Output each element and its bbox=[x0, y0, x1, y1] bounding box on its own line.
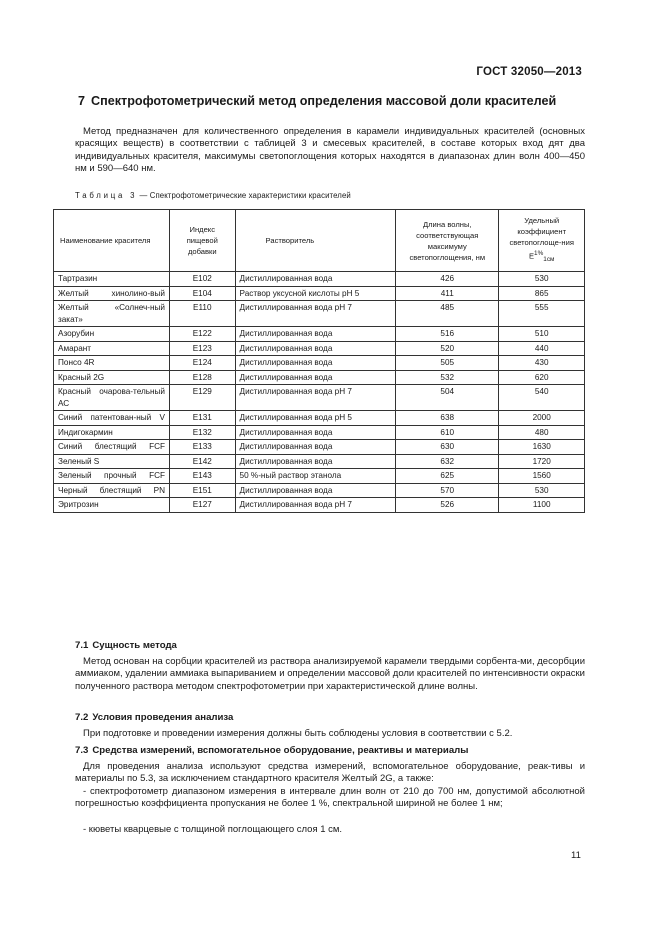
header-absorbance-sub: 1см bbox=[543, 256, 555, 264]
cell-wavelength: 630 bbox=[396, 440, 499, 455]
equipment-item-spectrophotometer: - спектрофотометр диапазоном измерения в интервале длин волн от 210 до 700 нм, допустимой абсолютной погрешностью коэффициента пропускания не более 1 %, спектральной шириной не более 1 нм; bbox=[75, 786, 585, 810]
cell-additive-code: E142 bbox=[170, 454, 236, 469]
subsection-title: Средства измерений, вспомогательное оборудование, реактивы и материалы bbox=[92, 745, 469, 756]
subsection-title: Сущность метода bbox=[92, 640, 177, 651]
cell-dye-name: Амарант bbox=[54, 341, 170, 356]
header-absorbance-text: Удельный коэффициент светопоглоще-ния E bbox=[509, 216, 574, 261]
cell-absorbance: 1720 bbox=[499, 454, 585, 469]
cell-solvent: Дистиллированная вода bbox=[235, 327, 396, 342]
cell-solvent: Дистиллированная вода bbox=[235, 272, 396, 287]
cell-solvent: Дистиллированная вода bbox=[235, 370, 396, 385]
cell-wavelength: 532 bbox=[396, 370, 499, 385]
cell-solvent: 50 %-ный раствор этанола bbox=[235, 469, 396, 484]
cell-additive-code: E123 bbox=[170, 341, 236, 356]
cell-absorbance: 555 bbox=[499, 301, 585, 327]
cell-dye-name: Синий блестящий FCF bbox=[54, 440, 170, 455]
subsection-title: Условия проведения анализа bbox=[92, 712, 234, 723]
cell-dye-name: Азорубин bbox=[54, 327, 170, 342]
table-header-row bbox=[54, 210, 585, 272]
header-additive-code: Индекс пищевой добавки bbox=[170, 210, 236, 272]
cell-solvent: Раствор уксусной кислоты pH 5 bbox=[235, 286, 396, 301]
table-row bbox=[54, 483, 585, 498]
cell-additive-code: E151 bbox=[170, 483, 236, 498]
cell-wavelength: 632 bbox=[396, 454, 499, 469]
subsection-7-1-text: Метод основан на сорбции красителей из раствора анализируемой карамели твердыми сорбента-ми, десорбции аммиаком, удалении аммиака выпариванием и определении массовой доли красителей по интенсивности окраски полученного раствора методом спектрофотометрии при характеристической длине волны. bbox=[75, 656, 585, 692]
subsection-7-3-heading bbox=[75, 745, 468, 756]
cell-absorbance: 440 bbox=[499, 341, 585, 356]
page-number: 11 bbox=[571, 850, 581, 861]
cell-dye-name: Понсо 4R bbox=[54, 356, 170, 371]
table-row bbox=[54, 385, 585, 411]
cell-solvent: Дистиллированная вода pH 7 bbox=[235, 385, 396, 411]
cell-additive-code: E122 bbox=[170, 327, 236, 342]
cell-solvent: Дистиллированная вода bbox=[235, 454, 396, 469]
cell-wavelength: 485 bbox=[396, 301, 499, 327]
cell-additive-code: E133 bbox=[170, 440, 236, 455]
cell-absorbance: 530 bbox=[499, 483, 585, 498]
cell-additive-code: E128 bbox=[170, 370, 236, 385]
cell-dye-name: Эритрозин bbox=[54, 498, 170, 513]
cell-additive-code: E110 bbox=[170, 301, 236, 327]
subsection-number: 7.3 bbox=[75, 745, 89, 756]
cell-absorbance: 865 bbox=[499, 286, 585, 301]
cell-absorbance: 2000 bbox=[499, 411, 585, 426]
cell-solvent: Дистиллированная вода pH 5 bbox=[235, 411, 396, 426]
cell-additive-code: E131 bbox=[170, 411, 236, 426]
table-row bbox=[54, 469, 585, 484]
cell-wavelength: 570 bbox=[396, 483, 499, 498]
cell-wavelength: 426 bbox=[396, 272, 499, 287]
subsection-7-2-text: При подготовке и проведении измерения должны быть соблюдены условия в соответствии с 5.2. bbox=[83, 728, 513, 739]
table-row bbox=[54, 498, 585, 513]
subsection-number: 7.1 bbox=[75, 640, 89, 651]
cell-wavelength: 610 bbox=[396, 425, 499, 440]
table-caption-label: Таблица 3 bbox=[75, 191, 138, 200]
header-dye-name: Наименование красителя bbox=[54, 210, 170, 272]
cell-solvent: Дистиллированная вода pH 7 bbox=[235, 498, 396, 513]
cell-dye-name: Желтый «Солнеч-ный закат» bbox=[54, 301, 170, 327]
header-absorbance bbox=[499, 210, 585, 272]
dye-characteristics-table bbox=[53, 209, 585, 513]
cell-absorbance: 1560 bbox=[499, 469, 585, 484]
equipment-item-cuvettes: - кюветы кварцевые с толщиной поглощающего слоя 1 см. bbox=[83, 824, 343, 835]
cell-dye-name: Красный очарова-тельный АС bbox=[54, 385, 170, 411]
cell-solvent: Дистиллированная вода bbox=[235, 341, 396, 356]
section-title-text: Спектрофотометрический метод определения массовой доли красителей bbox=[91, 94, 557, 108]
cell-wavelength: 516 bbox=[396, 327, 499, 342]
table-row bbox=[54, 341, 585, 356]
header-wavelength: Длина волны, соответствующая максимуму светопоглощения, нм bbox=[396, 210, 499, 272]
table-row bbox=[54, 440, 585, 455]
table-caption-text: — Спектрофотометрические характеристики красителей bbox=[137, 191, 351, 200]
subsection-7-1-heading bbox=[75, 640, 177, 651]
table-row bbox=[54, 272, 585, 287]
header-solvent: Растворитель bbox=[235, 210, 396, 272]
cell-dye-name: Зеленый S bbox=[54, 454, 170, 469]
subsection-7-3-text: Для проведения анализа используют средства измерений, вспомогательное оборудование, реак-тивы и материалы по 5.3, за исключением стандартного красителя Желтый 2G, а также: bbox=[75, 761, 585, 785]
cell-absorbance: 620 bbox=[499, 370, 585, 385]
cell-absorbance: 1100 bbox=[499, 498, 585, 513]
cell-dye-name: Индигокармин bbox=[54, 425, 170, 440]
table-row bbox=[54, 425, 585, 440]
cell-additive-code: E132 bbox=[170, 425, 236, 440]
cell-solvent: Дистиллированная вода bbox=[235, 440, 396, 455]
table-caption bbox=[75, 191, 351, 200]
cell-absorbance: 530 bbox=[499, 272, 585, 287]
subsection-number: 7.2 bbox=[75, 712, 89, 723]
section-number: 7 bbox=[78, 94, 86, 108]
table-row bbox=[54, 327, 585, 342]
cell-additive-code: E127 bbox=[170, 498, 236, 513]
cell-dye-name: Синий патентован-ный V bbox=[54, 411, 170, 426]
cell-absorbance: 1630 bbox=[499, 440, 585, 455]
header-absorbance-sup: 1% bbox=[534, 250, 544, 258]
section-heading bbox=[78, 94, 598, 108]
cell-wavelength: 638 bbox=[396, 411, 499, 426]
cell-wavelength: 411 bbox=[396, 286, 499, 301]
section-intro-paragraph: Метод предназначен для количественного определения в карамели индивидуальных красителей (основных красящих веществ) в соответствии с таблицей 3 и смесевых красителей, в составе которых вход дят два индивидуальных красителя, максимумы светопоглощения которых находятся в диапазонах длин волн 400—450 нм и 590—640 нм. bbox=[75, 126, 585, 175]
table-row bbox=[54, 356, 585, 371]
cell-absorbance: 510 bbox=[499, 327, 585, 342]
cell-dye-name: Красный 2G bbox=[54, 370, 170, 385]
cell-additive-code: E102 bbox=[170, 272, 236, 287]
cell-dye-name: Тартразин bbox=[54, 272, 170, 287]
cell-absorbance: 540 bbox=[499, 385, 585, 411]
cell-wavelength: 505 bbox=[396, 356, 499, 371]
table-body bbox=[54, 272, 585, 513]
cell-absorbance: 430 bbox=[499, 356, 585, 371]
table-row bbox=[54, 301, 585, 327]
cell-additive-code: E129 bbox=[170, 385, 236, 411]
cell-wavelength: 504 bbox=[396, 385, 499, 411]
cell-solvent: Дистиллированная вода bbox=[235, 356, 396, 371]
cell-solvent: Дистиллированная вода bbox=[235, 425, 396, 440]
table-row bbox=[54, 286, 585, 301]
cell-dye-name: Желтый хинолино-вый bbox=[54, 286, 170, 301]
document-code: ГОСТ 32050—2013 bbox=[476, 66, 582, 78]
cell-wavelength: 520 bbox=[396, 341, 499, 356]
cell-additive-code: E104 bbox=[170, 286, 236, 301]
cell-dye-name: Черный блестящий PN bbox=[54, 483, 170, 498]
cell-wavelength: 625 bbox=[396, 469, 499, 484]
table-row bbox=[54, 411, 585, 426]
cell-absorbance: 480 bbox=[499, 425, 585, 440]
subsection-7-2-heading bbox=[75, 712, 233, 723]
cell-solvent: Дистиллированная вода pH 7 bbox=[235, 301, 396, 327]
table-row bbox=[54, 454, 585, 469]
cell-solvent: Дистиллированная вода bbox=[235, 483, 396, 498]
cell-wavelength: 526 bbox=[396, 498, 499, 513]
cell-additive-code: E143 bbox=[170, 469, 236, 484]
table-row bbox=[54, 370, 585, 385]
cell-additive-code: E124 bbox=[170, 356, 236, 371]
cell-dye-name: Зеленый прочный FCF bbox=[54, 469, 170, 484]
